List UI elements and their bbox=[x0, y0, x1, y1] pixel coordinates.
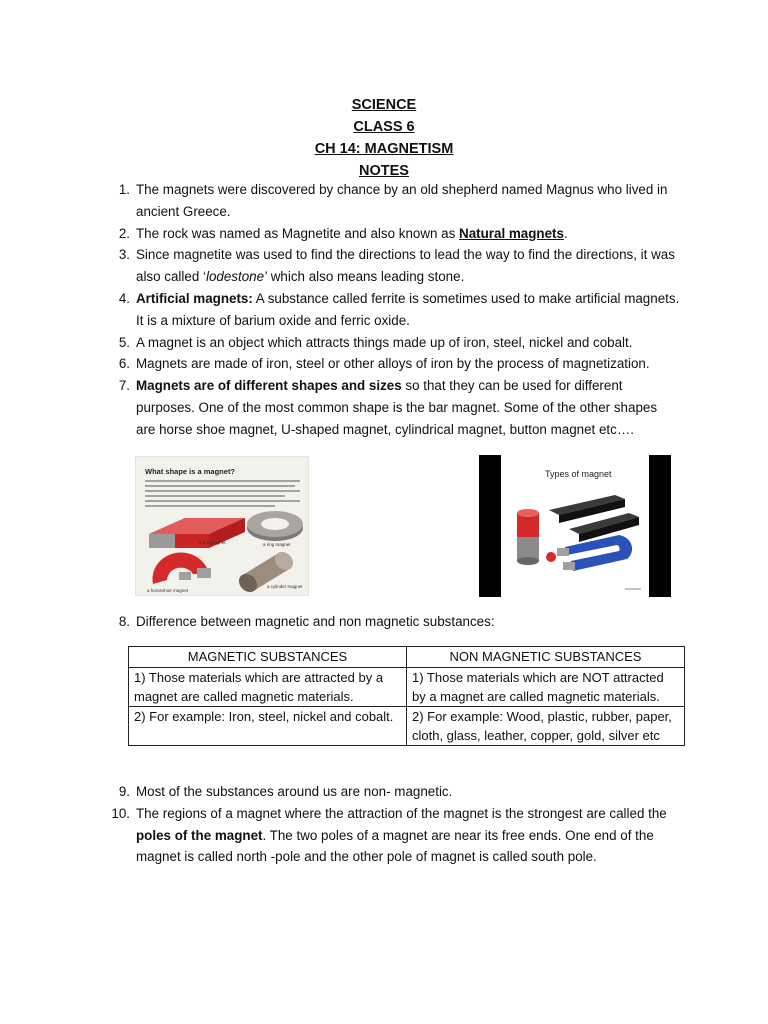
notes-list-bottom bbox=[110, 781, 680, 868]
table-header: NON MAGNETIC SUBSTANCES bbox=[407, 647, 685, 668]
table-cell: 1) Those materials which are NOT attracted by a magnet are called magnetic materials. bbox=[407, 668, 685, 707]
list-item bbox=[110, 375, 680, 440]
horseshoe-magnet-label: a horseshoe magnet bbox=[147, 588, 189, 593]
item-text: so that they can be used for different purposes. One of the most common shape is the bar magnet. Some of the other shapes are horse shoe magnet, U-shaped magnet, cylindrical magnet, button magnet etc…. bbox=[136, 378, 658, 437]
magnet-shapes-image bbox=[135, 456, 309, 596]
table-row bbox=[129, 668, 685, 707]
table-cell: 2) For example: Iron, steel, nickel and cobalt. bbox=[129, 707, 407, 746]
item-number: 3. bbox=[118, 247, 130, 263]
item-bold-text: Artificial magnets: bbox=[136, 290, 253, 306]
bar-magnet-label: a bar magnet bbox=[199, 540, 226, 545]
list-item bbox=[110, 332, 680, 354]
list-item bbox=[110, 611, 680, 633]
item-number: 4. bbox=[118, 290, 130, 306]
table-header-row bbox=[129, 647, 685, 668]
list-item bbox=[110, 223, 680, 245]
item-text: A magnet is an object which attracts things made up of iron, steel, nickel and cobalt. bbox=[136, 334, 633, 350]
table-row bbox=[129, 707, 685, 746]
substances-table bbox=[128, 646, 685, 746]
subject-heading: SCIENCE bbox=[351, 97, 417, 113]
table-header: MAGNETIC SUBSTANCES bbox=[129, 647, 407, 668]
item-text: Most of the substances around us are non- magnetic. bbox=[136, 784, 453, 799]
item-bold-text: Natural magnets bbox=[459, 225, 564, 241]
list-item bbox=[110, 781, 680, 803]
notes-list-mid bbox=[110, 611, 680, 633]
list-item bbox=[110, 353, 680, 375]
item-bold-text: Magnets are of different shapes and sizes bbox=[136, 378, 402, 394]
item-number: 6. bbox=[118, 356, 130, 372]
item-text: Magnets are made of iron, steel or other alloys of iron by the process of magnetization. bbox=[136, 356, 650, 372]
item-text: which also means leading stone. bbox=[267, 269, 465, 285]
item-text: Since magnetite was used to find the directions to lead the way to find the directions, it was also called ‘ bbox=[136, 247, 675, 285]
notes-list-top bbox=[110, 179, 680, 441]
class-heading: CLASS 6 bbox=[353, 119, 415, 135]
item-text: . The two poles of a magnet are near its free ends. One end of the magnet is called north -pole and the other pole of magnet is called south pole. bbox=[136, 827, 654, 865]
item-number: 1. bbox=[118, 182, 130, 197]
ring-magnet-label: a ring magnet bbox=[263, 542, 291, 547]
item-text: . bbox=[563, 225, 568, 241]
image-left-title: What shape is a magnet? bbox=[145, 467, 236, 476]
item-number: 8. bbox=[118, 614, 130, 629]
item-text: The regions of a magnet where the attraction of the magnet is the strongest are called the bbox=[136, 805, 667, 821]
item-italic-text: lodestone’ bbox=[205, 269, 268, 285]
item-number: 10. bbox=[111, 805, 130, 821]
cylinder-magnet-label: a cylinder magnet bbox=[267, 584, 303, 589]
list-item bbox=[110, 179, 680, 223]
image-right-title: Types of magnet bbox=[545, 469, 612, 479]
table-cell: 1) Those materials which are attracted by a magnet are called magnetic materials. bbox=[129, 668, 407, 707]
item-text: The rock was named as Magnetite and also known as bbox=[136, 225, 460, 241]
cylinder-magnet-icon bbox=[517, 509, 539, 565]
list-item bbox=[110, 288, 680, 332]
item-number: 2. bbox=[118, 225, 130, 241]
item-bold-text: poles of the magnet bbox=[136, 827, 263, 843]
list-item bbox=[110, 803, 680, 868]
table-cell: 2) For example: Wood, plastic, rubber, paper, cloth, glass, leather, copper, gold, silver etc bbox=[407, 707, 685, 746]
button-magnet-icon bbox=[546, 552, 556, 562]
item-text: The magnets were discovered by chance by an old shepherd named Magnus who lived in ancient Greece. bbox=[136, 182, 668, 219]
ring-magnet-icon bbox=[247, 511, 303, 541]
item-text: A substance called ferrite is sometimes used to make artificial magnets. It is a mixture of barium oxide and ferric oxide. bbox=[136, 290, 680, 328]
magnet-types-image bbox=[479, 455, 671, 597]
item-number: 9. bbox=[118, 784, 130, 799]
item-text: Difference between magnetic and non magnetic substances: bbox=[136, 614, 495, 629]
notes-heading: NOTES bbox=[359, 163, 409, 179]
item-number: 5. bbox=[118, 334, 130, 350]
chapter-heading: CH 14: MAGNETISM bbox=[314, 141, 454, 157]
list-item bbox=[110, 244, 680, 288]
item-number: 7. bbox=[118, 378, 130, 394]
